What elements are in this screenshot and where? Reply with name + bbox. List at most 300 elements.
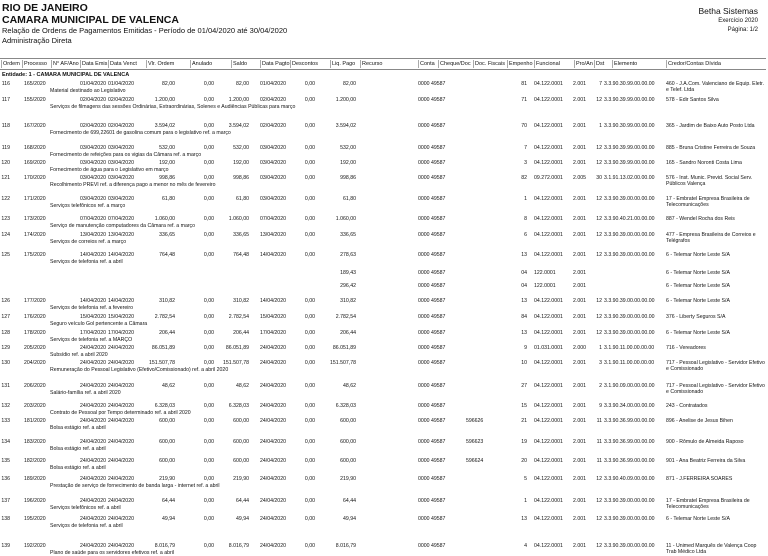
cell-conta: 0000 49587 <box>418 252 446 258</box>
cell-pagto: 17/04/2020 <box>260 330 286 336</box>
cell-proc: 195/2020 <box>24 516 46 522</box>
cell-valor: 336,65 <box>159 232 175 238</box>
cell-liq: 336,65 <box>340 232 356 238</box>
cell-elem: 3.1.90.09.00.00.00.00 <box>604 383 655 389</box>
cell-elem: 3.3.90.36.99.00.00.00 <box>604 458 655 464</box>
cell-liq: 192,00 <box>340 160 356 166</box>
cell-emp: 13 <box>521 516 527 522</box>
entity-name: CAMARA MUNICIPAL DE VALENCA <box>2 14 179 26</box>
cell-historico: Subsídio ref. a abril 2020 <box>50 352 108 358</box>
cell-saldo: 151.507,78 <box>223 360 249 366</box>
cell-ordem: 120 <box>1 160 10 166</box>
cell-credor: 896 - Anelise de Jesus Bihen <box>666 418 733 424</box>
cell-venc: 13/04/2020 <box>108 232 134 238</box>
cell-elem: 3.3.90.39.99.00.00.00 <box>604 97 655 103</box>
cell-pa: 2.001 <box>573 145 586 151</box>
cell-desc: 0,00 <box>304 383 315 389</box>
cell-ordem: 129 <box>1 345 10 351</box>
cell-elem: 3.3.90.39.00.00.00.00 <box>604 298 655 304</box>
cell-pa: 2.001 <box>573 216 586 222</box>
cell-pagto: 02/04/2020 <box>260 123 286 129</box>
cell-valor: 219,90 <box>159 476 175 482</box>
cell-historico: Prestação de serviço de fornecimento de banda larga - internet ref. a abril <box>50 483 220 489</box>
cell-func: 04.122.0001 <box>534 330 563 336</box>
cell-pagto: 24/04/2020 <box>260 498 286 504</box>
cell-elem: 3.1.90.11.00.00.00.00 <box>604 360 655 366</box>
column-header-2: N° AF/Ano <box>53 61 79 67</box>
cell-historico: Serviços telefônicos ref. a março <box>50 203 126 209</box>
cell-pa: 2.005 <box>573 175 586 181</box>
cell-pa: 2.001 <box>573 439 586 445</box>
cell-desc: 0,00 <box>304 232 315 238</box>
cell-desc: 0,00 <box>304 123 315 129</box>
cell-dst: 2 <box>599 383 602 389</box>
cell-liq: 3.594,02 <box>335 123 356 129</box>
cell-conta: 0000 49587 <box>418 360 446 366</box>
cell-ordem: 119 <box>1 145 10 151</box>
column-header-row <box>0 58 766 70</box>
cell-emp: 20 <box>521 458 527 464</box>
cell-credor: 901 - Ana Beatriz Ferreira da Silva <box>666 458 746 464</box>
cell-ordem: 123 <box>1 216 10 222</box>
column-header-13: Cheque/Doc <box>440 61 471 67</box>
cell-pa: 2.001 <box>573 123 586 129</box>
cell-dst: 3 <box>599 360 602 366</box>
cell-pagto: 24/04/2020 <box>260 383 286 389</box>
cell-emp: 04 <box>521 283 527 289</box>
exercise-year: Exercício 2020 <box>718 18 758 24</box>
cell-venc: 24/04/2020 <box>108 403 134 409</box>
cell-desc: 0,00 <box>304 160 315 166</box>
column-header-10: Liq. Pago <box>332 61 356 67</box>
cell-elem: 3.1.91.13.02.00.00.00 <box>604 175 655 181</box>
cell-historico: Fornecimento de água para o Legislativo em março <box>50 167 169 173</box>
cell-func: 04.122.0001 <box>534 498 563 504</box>
cell-func: 04.122.0001 <box>534 81 563 87</box>
cell-credor: 365 - Jardim de Baixo Auto Posto Ltda <box>666 123 755 129</box>
cell-pa: 2.001 <box>573 498 586 504</box>
cell-historico: Serviço de manutenção computadores da Câmara ref. a março <box>50 223 196 229</box>
cell-emp: 4 <box>524 543 527 549</box>
cell-saldo: 1.200,00 <box>228 97 249 103</box>
cell-liq: 600,00 <box>340 458 356 464</box>
cell-credor: 11 - Unimed Marquês de Valença Coop Trab Médico Ltda <box>666 543 757 555</box>
cell-emp: 15 <box>521 403 527 409</box>
cell-ordem: 135 <box>1 458 10 464</box>
report-header <box>2 2 287 46</box>
cell-credor: 576 - Inst. Munic. Previd. Social Serv. Públicos Valença <box>666 175 753 187</box>
cell-emis: 01/04/2020 <box>80 81 106 87</box>
cell-emp: 21 <box>521 418 527 424</box>
cell-anul: 0,00 <box>203 216 214 222</box>
cell-anul: 0,00 <box>203 160 214 166</box>
cell-emp: 71 <box>521 97 527 103</box>
cell-anul: 0,00 <box>203 543 214 549</box>
cell-proc: 165/2020 <box>24 81 46 87</box>
cell-dst: 12 <box>596 145 602 151</box>
cell-conta: 0000 49587 <box>418 145 446 151</box>
cell-pa: 2.001 <box>573 270 586 276</box>
cell-elem: 3.1.90.11.00.00.00.00 <box>604 345 655 351</box>
cell-anul: 0,00 <box>203 383 214 389</box>
cell-liq: 49,94 <box>343 516 356 522</box>
cell-func: 04.122.0001 <box>534 252 563 258</box>
cell-dst: 12 <box>596 252 602 258</box>
cell-emis: 03/04/2020 <box>80 175 106 181</box>
cell-historico: Serviços de telefonia ref. a abril <box>50 523 123 529</box>
cell-saldo: 2.782,54 <box>228 314 249 320</box>
cell-elem: 3.3.90.30.99.00.00.00 <box>604 81 655 87</box>
cell-ordem: 121 <box>1 175 10 181</box>
cell-func: 04.122.0001 <box>534 418 563 424</box>
cell-dst: 12 <box>596 498 602 504</box>
cell-dst: 12 <box>596 330 602 336</box>
cell-emis: 14/04/2020 <box>80 298 106 304</box>
cell-ordem: 125 <box>1 252 10 258</box>
cell-dst: 12 <box>596 216 602 222</box>
cell-emp: 84 <box>521 314 527 320</box>
cell-liq: 1.060,00 <box>335 216 356 222</box>
cell-credor: 17 - Embratel Empresa Brasileira de Telecomunicações <box>666 498 750 510</box>
cell-emp: 27 <box>521 383 527 389</box>
cell-conta: 0000 49587 <box>418 330 446 336</box>
cell-proc: 192/2020 <box>24 543 46 549</box>
cell-emp: 81 <box>521 81 527 87</box>
cell-elem: 3.3.90.36.99.00.00.00 <box>604 439 655 445</box>
cell-elem: 3.3.90.39.00.00.00.00 <box>604 330 655 336</box>
cell-dst: 1 <box>599 123 602 129</box>
cell-saldo: 532,00 <box>233 145 249 151</box>
cell-conta: 0000 49587 <box>418 403 446 409</box>
cell-credor: 376 - Liberty Seguros S/A <box>666 314 726 320</box>
cell-conta: 0000 49587 <box>418 439 446 445</box>
cell-pagto: 02/04/2020 <box>260 97 286 103</box>
cell-proc: 205/2020 <box>24 345 46 351</box>
cell-venc: 24/04/2020 <box>108 543 134 549</box>
cell-saldo: 998,86 <box>233 175 249 181</box>
cell-conta: 0000 49587 <box>418 283 446 289</box>
cell-ordem: 128 <box>1 330 10 336</box>
cell-dst: 12 <box>596 196 602 202</box>
cell-pagto: 15/04/2020 <box>260 314 286 320</box>
cell-credor: 871 - J.FERREIRA SOARES <box>666 476 733 482</box>
cell-proc: 170/2020 <box>24 175 46 181</box>
cell-historico: Fornecimento de refeições para os vigias da Câmara ref. a março <box>50 152 202 158</box>
cell-func: 04.122.0001 <box>534 516 563 522</box>
cell-dst: 1 <box>599 345 602 351</box>
cell-valor: 49,94 <box>162 516 175 522</box>
cell-emis: 24/04/2020 <box>80 360 106 366</box>
cell-historico: Fornecimento de 699,22601 de gasolina comum para o legislativo ref. a março <box>50 130 231 136</box>
cell-conta: 0000 49587 <box>418 418 446 424</box>
cell-liq: 189,43 <box>340 270 356 276</box>
cell-pagto: 24/04/2020 <box>260 476 286 482</box>
cell-anul: 0,00 <box>203 476 214 482</box>
cell-liq: 296,42 <box>340 283 356 289</box>
cell-proc: 189/2020 <box>24 476 46 482</box>
report-title: Relação de Ordens de Pagamentos Emitidas - Período de 01/04/2020 até 30/04/2020 <box>2 26 288 35</box>
cell-historico: Material destinado ao Legislativo <box>50 88 126 94</box>
cell-desc: 0,00 <box>304 345 315 351</box>
cell-pagto: 14/04/2020 <box>260 252 286 258</box>
cell-valor: 600,00 <box>159 439 175 445</box>
cell-liq: 8.016,79 <box>335 543 356 549</box>
cell-func: 04.122.0001 <box>534 123 563 129</box>
cell-desc: 0,00 <box>304 196 315 202</box>
cell-liq: 61,80 <box>343 196 356 202</box>
cell-pagto: 24/04/2020 <box>260 439 286 445</box>
cell-pa: 2.001 <box>573 283 586 289</box>
cell-venc: 24/04/2020 <box>108 476 134 482</box>
cell-credor: 6 - Telemar Norte Leste S/A <box>666 330 730 336</box>
cell-liq: 86.051,89 <box>332 345 356 351</box>
cell-historico: Serviços de filmagens das sessões Ordinárias, Extraordinárias, Solenes e Audiências Públicas para março <box>50 104 296 110</box>
column-header-3: Data Emis <box>82 61 108 67</box>
cell-liq: 278,63 <box>340 252 356 258</box>
cell-dst: 7 <box>599 81 602 87</box>
cell-desc: 0,00 <box>304 498 315 504</box>
cell-liq: 600,00 <box>340 418 356 424</box>
cell-valor: 61,80 <box>162 196 175 202</box>
cell-credor: 900 - Rômulo de Almeida Raposo <box>666 439 744 445</box>
cell-valor: 310,82 <box>159 298 175 304</box>
cell-anul: 0,00 <box>203 439 214 445</box>
cell-emis: 15/04/2020 <box>80 314 106 320</box>
cell-valor: 151.507,78 <box>149 360 175 366</box>
cell-pa: 2.001 <box>573 458 586 464</box>
cell-pagto: 24/04/2020 <box>260 345 286 351</box>
cell-proc: 176/2020 <box>24 314 46 320</box>
cell-saldo: 600,00 <box>233 458 249 464</box>
cell-venc: 24/04/2020 <box>108 498 134 504</box>
cell-liq: 206,44 <box>340 330 356 336</box>
cell-pa: 2.000 <box>573 345 586 351</box>
cell-saldo: 8.016,79 <box>228 543 249 549</box>
cell-func: 04.122.0001 <box>534 458 563 464</box>
cell-pagto: 24/04/2020 <box>260 516 286 522</box>
cell-liq: 82,00 <box>343 81 356 87</box>
cell-anul: 0,00 <box>203 458 214 464</box>
cell-desc: 0,00 <box>304 81 315 87</box>
cell-anul: 0,00 <box>203 314 214 320</box>
cell-pa: 2.001 <box>573 476 586 482</box>
cell-emp: 8 <box>524 216 527 222</box>
cell-desc: 0,00 <box>304 458 315 464</box>
cell-valor: 86.051,89 <box>151 345 175 351</box>
cell-saldo: 3.594,02 <box>228 123 249 129</box>
cell-venc: 02/04/2020 <box>108 123 134 129</box>
report-subtitle: Administração Direta <box>2 36 72 45</box>
cell-emis: 24/04/2020 <box>80 458 106 464</box>
cell-valor: 764,48 <box>159 252 175 258</box>
cell-credor: 6 - Telemar Norte Leste S/A <box>666 270 730 276</box>
cell-elem: 3.3.90.39.00.00.00.00 <box>604 196 655 202</box>
cell-conta: 0000 49587 <box>418 175 446 181</box>
cell-saldo: 600,00 <box>233 439 249 445</box>
cell-emis: 07/04/2020 <box>80 216 106 222</box>
cell-pa: 2.001 <box>573 232 586 238</box>
cell-saldo: 48,62 <box>236 383 249 389</box>
cell-historico: Contrato de Pessoal por Tempo determinado ref. a abril 2020 <box>50 410 191 416</box>
cell-anul: 0,00 <box>203 175 214 181</box>
cell-cheque: 596626 <box>466 418 484 424</box>
cell-anul: 0,00 <box>203 232 214 238</box>
cell-emis: 02/04/2020 <box>80 123 106 129</box>
cell-ordem: 118 <box>1 123 10 129</box>
cell-credor: 717 - Pessoal Legislativo - Servidor Efetivo e Comissionado <box>666 360 765 372</box>
cell-venc: 01/04/2020 <box>108 81 134 87</box>
cell-emis: 24/04/2020 <box>80 418 106 424</box>
cell-dst: 11 <box>596 458 602 464</box>
cell-historico: Remuneração do Pessoal Legislativo (Efetivo/Comissionado) ref. a abril 2020 <box>50 367 229 373</box>
cell-liq: 219,90 <box>340 476 356 482</box>
cell-func: 04.122.0001 <box>534 439 563 445</box>
column-header-1: Processo <box>24 61 47 67</box>
cell-dst: 12 <box>596 476 602 482</box>
cell-func: 04.122.0001 <box>534 232 563 238</box>
cell-liq: 532,00 <box>340 145 356 151</box>
cell-pa: 2.001 <box>573 360 586 366</box>
column-header-16: Funcional <box>536 61 560 67</box>
cell-cheque: 596623 <box>466 439 484 445</box>
cell-elem: 3.3.90.40.09.00.00.00 <box>604 476 655 482</box>
cell-desc: 0,00 <box>304 476 315 482</box>
cell-dst: 9 <box>599 403 602 409</box>
cell-liq: 6.328,03 <box>335 403 356 409</box>
cell-pa: 2.001 <box>573 418 586 424</box>
cell-emp: 6 <box>524 232 527 238</box>
cell-emp: 1 <box>524 196 527 202</box>
cell-dst: 12 <box>596 232 602 238</box>
cell-credor: 716 - Vereadores <box>666 345 706 351</box>
cell-emis: 24/04/2020 <box>80 476 106 482</box>
cell-saldo: 219,90 <box>233 476 249 482</box>
cell-conta: 0000 49587 <box>418 383 446 389</box>
cell-elem: 3.3.90.39.00.00.00.00 <box>604 314 655 320</box>
cell-dst: 12 <box>596 543 602 549</box>
cell-elem: 3.3.90.39.00.00.00.00 <box>604 498 655 504</box>
cell-emis: 17/04/2020 <box>80 330 106 336</box>
cell-saldo: 86.051,89 <box>225 345 249 351</box>
cell-valor: 192,00 <box>159 160 175 166</box>
cell-emis: 14/04/2020 <box>80 252 106 258</box>
cell-desc: 0,00 <box>304 216 315 222</box>
cell-desc: 0,00 <box>304 516 315 522</box>
cell-valor: 600,00 <box>159 458 175 464</box>
cell-ordem: 126 <box>1 298 10 304</box>
cell-pa: 2.001 <box>573 543 586 549</box>
cell-historico: Serviços telefônicos ref. a abril <box>50 505 121 511</box>
cell-ordem: 137 <box>1 498 10 504</box>
cell-anul: 0,00 <box>203 298 214 304</box>
cell-pa: 2.001 <box>573 383 586 389</box>
cell-venc: 24/04/2020 <box>108 360 134 366</box>
cell-proc: 196/2020 <box>24 498 46 504</box>
cell-proc: 181/2020 <box>24 418 46 424</box>
cell-venc: 14/04/2020 <box>108 298 134 304</box>
cell-conta: 0000 49587 <box>418 314 446 320</box>
cell-dst: 11 <box>596 439 602 445</box>
cell-emp: 19 <box>521 439 527 445</box>
cell-pagto: 03/04/2020 <box>260 196 286 202</box>
cell-proc: 177/2020 <box>24 298 46 304</box>
cell-conta: 0000 49587 <box>418 232 446 238</box>
cell-emis: 24/04/2020 <box>80 498 106 504</box>
cell-emp: 3 <box>524 160 527 166</box>
cell-saldo: 336,65 <box>233 232 249 238</box>
cell-anul: 0,00 <box>203 252 214 258</box>
cell-elem: 3.3.90.39.00.00.00.00 <box>604 232 655 238</box>
cell-historico: Plano de saúde para os servidores efetivos ref. a abril <box>50 550 174 556</box>
cell-liq: 600,00 <box>340 439 356 445</box>
cell-emis: 24/04/2020 <box>80 345 106 351</box>
cell-func: 04.122.0001 <box>534 360 563 366</box>
column-header-12: Conta <box>420 61 435 67</box>
cell-historico: Serviços de telefonia ref. a fevereiro <box>50 305 134 311</box>
column-header-5: Vlr. Ordem <box>148 61 175 67</box>
cell-valor: 6.328,03 <box>154 403 175 409</box>
cell-proc: 206/2020 <box>24 383 46 389</box>
cell-liq: 151.507,78 <box>330 360 356 366</box>
cell-func: 04.122.0001 <box>534 196 563 202</box>
cell-credor: 6 - Telemar Norte Leste S/A <box>666 283 730 289</box>
cell-ordem: 130 <box>1 360 10 366</box>
cell-anul: 0,00 <box>203 196 214 202</box>
cell-desc: 0,00 <box>304 145 315 151</box>
cell-conta: 0000 49587 <box>418 270 446 276</box>
cell-saldo: 206,44 <box>233 330 249 336</box>
cell-desc: 0,00 <box>304 314 315 320</box>
cell-conta: 0000 49587 <box>418 498 446 504</box>
cell-anul: 0,00 <box>203 418 214 424</box>
cell-venc: 03/04/2020 <box>108 196 134 202</box>
cell-emp: 9 <box>524 345 527 351</box>
cell-ordem: 138 <box>1 516 10 522</box>
cell-proc: 155/2020 <box>24 97 46 103</box>
cell-pagto: 14/04/2020 <box>260 298 286 304</box>
cell-credor: 17 - Embratel Empresa Brasileira de Telecomunicações <box>666 196 750 208</box>
cell-elem: 3.3.90.30.99.00.00.00 <box>604 123 655 129</box>
cell-emis: 24/04/2020 <box>80 403 106 409</box>
cell-venc: 15/04/2020 <box>108 314 134 320</box>
cell-proc: 183/2020 <box>24 439 46 445</box>
cell-historico: Serviços de telefonia ref. a abril <box>50 259 123 265</box>
cell-proc: 174/2020 <box>24 232 46 238</box>
cell-liq: 64,44 <box>343 498 356 504</box>
column-header-6: Anulado <box>192 61 213 67</box>
cell-desc: 0,00 <box>304 298 315 304</box>
cell-ordem: 134 <box>1 439 10 445</box>
cell-pa: 2.001 <box>573 314 586 320</box>
cell-emp: 10 <box>521 360 527 366</box>
cell-func: 04.122.0001 <box>534 403 563 409</box>
cell-credor: 887 - Wendel Rocha dos Reis <box>666 216 735 222</box>
cell-conta: 0000 49587 <box>418 216 446 222</box>
cell-conta: 0000 49587 <box>418 196 446 202</box>
cell-liq: 998,86 <box>340 175 356 181</box>
cell-emp: 04 <box>521 270 527 276</box>
column-header-18: Dst <box>596 61 605 67</box>
cell-dst: 12 <box>596 97 602 103</box>
cell-ordem: 116 <box>1 81 10 87</box>
report-meta <box>698 6 758 35</box>
cell-emp: 5 <box>524 476 527 482</box>
cell-pagto: 03/04/2020 <box>260 160 286 166</box>
cell-emp: 7 <box>524 145 527 151</box>
cell-credor: 460 - J.A.Com. Valenciano de Equip. Eletr. e Telef. Ltda <box>666 81 764 93</box>
cell-anul: 0,00 <box>203 516 214 522</box>
cell-func: 04.122.0001 <box>534 298 563 304</box>
